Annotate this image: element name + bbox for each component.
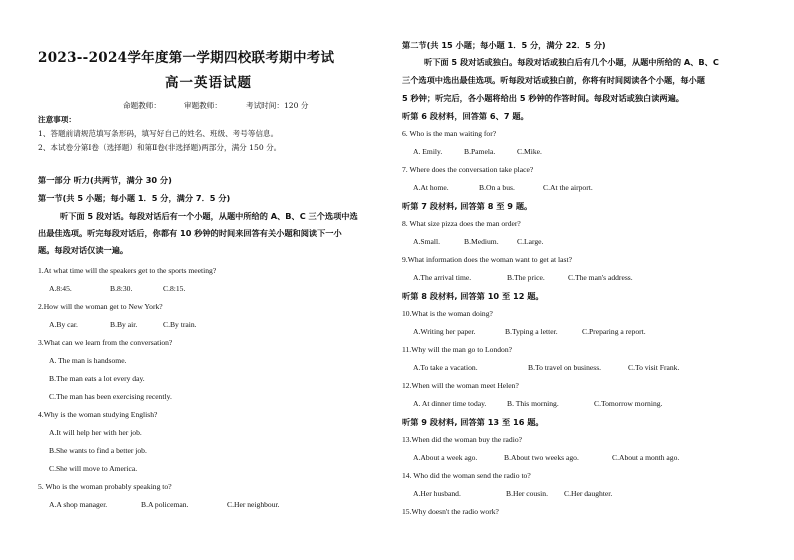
answer-option: B.The price. <box>507 273 545 282</box>
notes-heading: 注意事项： <box>38 115 76 124</box>
answer-option: C.Tomorrow morning. <box>594 399 663 408</box>
answer-option: A.By car. <box>49 320 78 329</box>
answer-option: B.To travel on business. <box>528 363 602 372</box>
material-lead: 听第 6 段材料，回答第 6、7 题。 <box>402 111 529 121</box>
section1-directions: 出最佳选项。听完每段对话后，你都有 10 秒钟的时间来回答有关小题和阅读下一小 <box>38 228 342 238</box>
answer-option: B.About two weeks ago. <box>504 453 579 462</box>
answer-option: B.On a bus. <box>479 183 515 192</box>
answer-option: C.Mike. <box>517 147 542 156</box>
answer-option: A.At home. <box>413 183 449 192</box>
answer-option: B.Medium. <box>464 237 499 246</box>
meta-reviewer: 审题教师： <box>184 101 222 110</box>
question-stem: 3.What can we learn from the conversation? <box>38 338 173 347</box>
answer-option: A.About a week ago. <box>413 453 478 462</box>
section1-directions: 听下面 5 段对话。每段对话后有一个小题，从题中所给的 A、B、C 三个选项中选 <box>60 211 358 221</box>
note-item: 2、本试卷分第Ⅰ卷（选择题）和第Ⅱ卷(非选择题)两部分，满分 150 分。 <box>38 143 282 152</box>
material-lead: 听第 9 段材料, 回答第 13 至 16 题。 <box>402 417 544 427</box>
question-stem: 9.What information does the woman want to get at last? <box>402 255 572 264</box>
material-lead: 听第 8 段材料, 回答第 10 至 12 题。 <box>402 291 544 301</box>
answer-option: A. The man is handsome. <box>49 356 127 365</box>
section1-directions: 题。每段对话仅读一遍。 <box>38 245 129 255</box>
section2-heading: 第二节(共 15 小题；每小题 1．5 分，满分 22．5 分) <box>402 40 606 50</box>
question-stem: 2.How will the woman get to New York? <box>38 302 163 311</box>
answer-option: A.A shop manager. <box>49 500 108 509</box>
answer-option: C.Large. <box>517 237 544 246</box>
answer-option: A.It will help her with her job. <box>49 428 142 437</box>
answer-option: B.She wants to find a better job. <box>49 446 147 455</box>
answer-option: C.Her neighbour. <box>227 500 280 509</box>
section2-directions: 三个选项中选出最佳选项。听每段对话或独白前，你将有时间阅读各个小题，每小题 <box>402 75 705 85</box>
answer-option: C.The man has been exercising recently. <box>49 392 172 401</box>
question-stem: 13.When did the woman buy the radio? <box>402 435 522 444</box>
answer-option: B.A policeman. <box>141 500 189 509</box>
question-stem: 5. Who is the woman probably speaking to? <box>38 482 172 491</box>
answer-option: C.To visit Frank. <box>628 363 680 372</box>
answer-option: C.Her daughter. <box>564 489 613 498</box>
answer-option: C.8:15. <box>163 284 186 293</box>
answer-option: C.The man's address. <box>568 273 633 282</box>
question-stem: 1.At what time will the speakers get to the sports meeting? <box>38 266 217 275</box>
answer-option: B.By air. <box>110 320 138 329</box>
question-stem: 10.What is the woman doing? <box>402 309 493 318</box>
answer-option: A.To take a vacation. <box>413 363 478 372</box>
answer-option: C.Preparing a report. <box>582 327 646 336</box>
answer-option: A. At dinner time today. <box>413 399 487 408</box>
section1-heading: 第一节(共 5 小题；每小题 1．5 分，满分 7．5 分) <box>38 193 231 203</box>
answer-option: C.At the airport. <box>543 183 593 192</box>
answer-option: A.Writing her paper. <box>413 327 476 336</box>
material-lead: 听第 7 段材料, 回答第 8 至 9 题。 <box>402 201 533 211</box>
answer-option: A.Small. <box>413 237 441 246</box>
answer-option: A.8:45. <box>49 284 72 293</box>
answer-option: B.Her cousin. <box>506 489 548 498</box>
question-stem: 8. What size pizza does the man order? <box>402 219 521 228</box>
answer-option: B.8:30. <box>110 284 133 293</box>
answer-option: A.Her husband. <box>413 489 461 498</box>
meta-setter: 命题教师： <box>123 101 161 110</box>
question-stem: 12.When will the woman meet Helen? <box>402 381 519 390</box>
answer-option: C.She will move to America. <box>49 464 138 473</box>
question-stem: 11.Why will the man go to London? <box>402 345 513 354</box>
exam-title: 2023--2024学年度第一学期四校联考期中考试 <box>38 50 335 66</box>
question-stem: 7. Where does the conversation take place? <box>402 165 534 174</box>
answer-option: B.Pamela. <box>464 147 496 156</box>
question-stem: 4.Why is the woman studying English? <box>38 410 158 419</box>
answer-option: B.The man eats a lot every day. <box>49 374 145 383</box>
answer-option: B. This morning. <box>507 399 559 408</box>
part1-heading: 第一部分 听力(共两节，满分 30 分) <box>38 175 172 185</box>
question-stem: 14. Who did the woman send the radio to? <box>402 471 531 480</box>
note-item: 1、答题前请规范填写条形码，填写好自己的姓名、班级、考号等信息。 <box>38 129 279 138</box>
answer-option: C.By train. <box>163 320 197 329</box>
question-stem: 15.Why doesn't the radio work? <box>402 507 499 516</box>
section2-directions: 听下面 5 段对话或独白。每段对话或独白后有几个小题，从题中所给的 A、B、C <box>424 57 719 67</box>
exam-subtitle: 高一英语试题 <box>165 75 252 91</box>
meta-time: 考试时间：120 分 <box>246 101 309 110</box>
answer-option: C.About a month ago. <box>612 453 680 462</box>
answer-option: B.Typing a letter. <box>505 327 558 336</box>
section2-directions: 5 秒钟；听完后，各小题将给出 5 秒钟的作答时间。每段对话或独白读两遍。 <box>402 93 684 103</box>
answer-option: A.The arrival time. <box>413 273 472 282</box>
answer-option: A. Emily. <box>413 147 443 156</box>
question-stem: 6. Who is the man waiting for? <box>402 129 497 138</box>
